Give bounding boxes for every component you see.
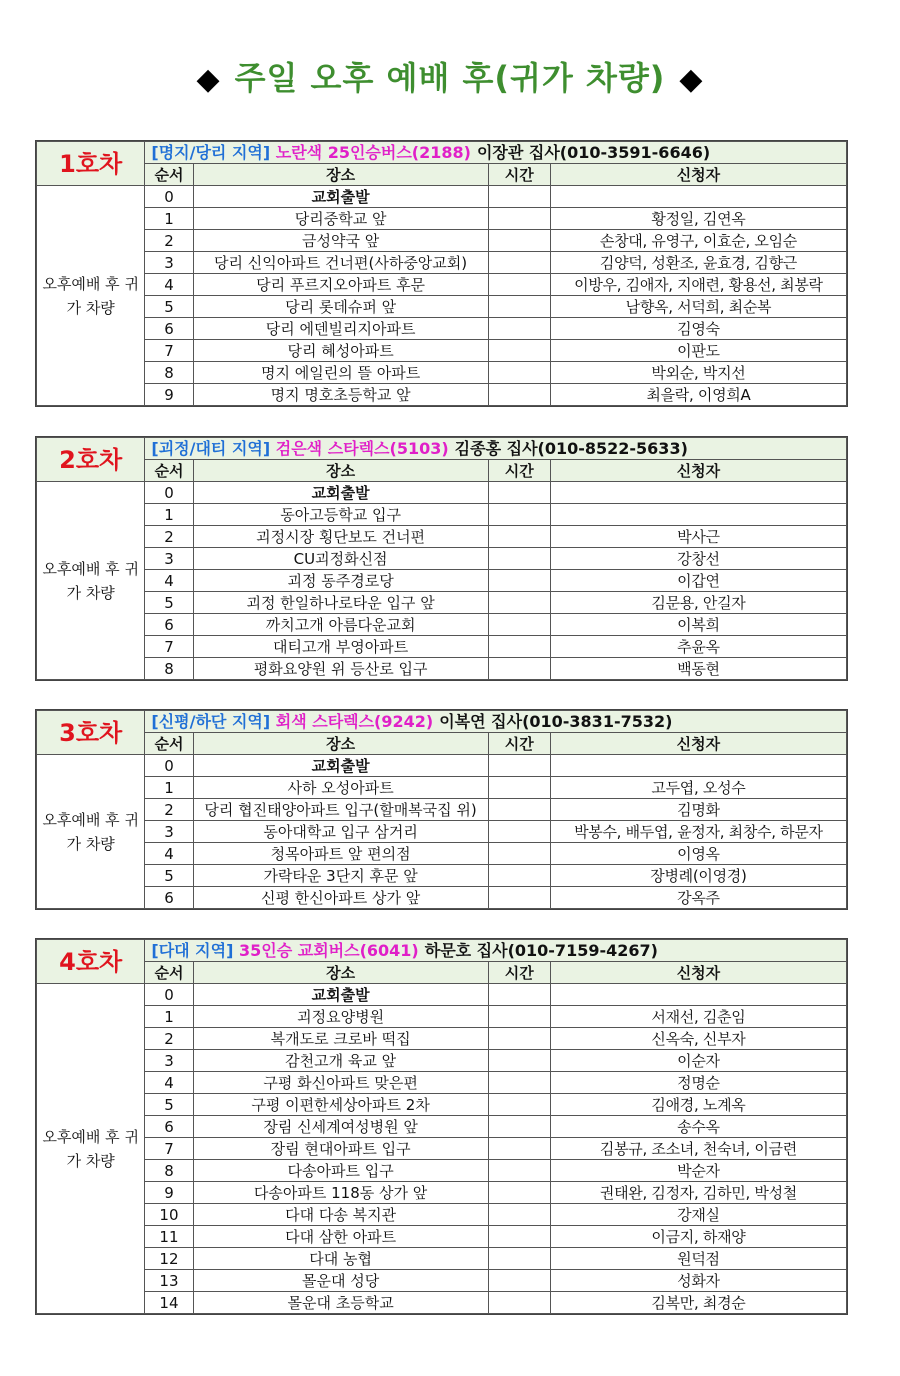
seq-cell: 12 [145, 1248, 193, 1270]
seq-cell: 4 [145, 274, 193, 296]
table-row [37, 570, 847, 592]
car-number: 3호차 [37, 711, 145, 755]
applicant-cell: 김봉규, 조소녀, 천숙녀, 이금련 [550, 1138, 846, 1160]
seq-cell: 2 [145, 1028, 193, 1050]
seq-cell: 2 [145, 526, 193, 548]
table-row [37, 340, 847, 362]
vehicle-header [145, 940, 847, 962]
vehicle-header [145, 711, 847, 733]
place-cell: 당리 에덴빌리지아파트 [193, 318, 488, 340]
bus-label: 회색 스타렉스(9242) [275, 711, 434, 731]
col-header-seq: 순서 [145, 460, 193, 482]
time-cell [488, 318, 550, 340]
seq-cell: 6 [145, 887, 193, 909]
applicant-cell: 박봉수, 배두엽, 윤정자, 최창수, 하문자 [550, 821, 846, 843]
table-row [37, 658, 847, 680]
place-cell: 까치고개 아름다운교회 [193, 614, 488, 636]
col-header-time: 시간 [488, 962, 550, 984]
car-number: 1호차 [37, 142, 145, 186]
place-cell: 교회출발 [193, 186, 488, 208]
table-row [37, 1050, 847, 1072]
table-row [37, 1028, 847, 1050]
table-row [37, 799, 847, 821]
place-cell: 괴정 한일하나로타운 입구 앞 [193, 592, 488, 614]
place-cell: 명지 에일린의 뜰 아파트 [193, 362, 488, 384]
time-cell [488, 1094, 550, 1116]
driver-label: 이복연 집사(010-3831-7532) [439, 711, 673, 731]
seq-cell: 0 [145, 482, 193, 504]
col-header-time: 시간 [488, 460, 550, 482]
applicant-cell: 김영숙 [550, 318, 846, 340]
time-cell [488, 1270, 550, 1292]
seq-cell: 2 [145, 230, 193, 252]
table-row [37, 1270, 847, 1292]
seq-cell: 7 [145, 1138, 193, 1160]
seq-cell: 8 [145, 1160, 193, 1182]
table-row [37, 274, 847, 296]
place-cell: 다송아파트 입구 [193, 1160, 488, 1182]
place-cell: 교회출발 [193, 984, 488, 1006]
time-cell [488, 252, 550, 274]
applicant-cell: 김복만, 최경순 [550, 1292, 846, 1314]
seq-cell: 5 [145, 592, 193, 614]
applicant-cell: 이금지, 하재양 [550, 1226, 846, 1248]
time-cell [488, 755, 550, 777]
place-cell: 금성약국 앞 [193, 230, 488, 252]
col-header-time: 시간 [488, 733, 550, 755]
seq-cell: 3 [145, 548, 193, 570]
col-header-time: 시간 [488, 164, 550, 186]
driver-label: 하문호 집사(010-7159-4267) [424, 940, 658, 960]
time-cell [488, 592, 550, 614]
vehicle-table [36, 939, 847, 1314]
table-row [37, 887, 847, 909]
seq-cell: 7 [145, 636, 193, 658]
vehicle-table [36, 141, 847, 406]
place-cell: 괴정시장 횡단보도 건너편 [193, 526, 488, 548]
seq-cell: 0 [145, 186, 193, 208]
car-number: 2호차 [37, 438, 145, 482]
region-label: [명지/당리 지역] [151, 142, 271, 162]
table-row [37, 362, 847, 384]
applicant-cell [550, 482, 846, 504]
table-row [37, 504, 847, 526]
seq-cell: 5 [145, 865, 193, 887]
place-cell: 청목아파트 앞 편의점 [193, 843, 488, 865]
car-number: 4호차 [37, 940, 145, 984]
place-cell: 장림 현대아파트 입구 [193, 1138, 488, 1160]
col-header-place: 장소 [193, 164, 488, 186]
seq-cell: 9 [145, 384, 193, 406]
time-cell [488, 887, 550, 909]
applicant-cell: 김문용, 안길자 [550, 592, 846, 614]
time-cell [488, 230, 550, 252]
time-cell [488, 362, 550, 384]
applicant-cell: 정명순 [550, 1072, 846, 1094]
group-label: 오후예배 후 귀가 차량 [37, 984, 145, 1314]
place-cell: 다송아파트 118동 상가 앞 [193, 1182, 488, 1204]
place-cell: 당리중학교 앞 [193, 208, 488, 230]
table-row [37, 1248, 847, 1270]
diamond-icon: ◆ [679, 62, 704, 97]
table-row [37, 1116, 847, 1138]
table-row [37, 1094, 847, 1116]
vehicle-block [35, 709, 848, 910]
place-cell: 당리 푸르지오아파트 후문 [193, 274, 488, 296]
seq-cell: 14 [145, 1292, 193, 1314]
time-cell [488, 636, 550, 658]
col-header-seq: 순서 [145, 962, 193, 984]
place-cell: 몰운대 성당 [193, 1270, 488, 1292]
place-cell: 다대 삼한 아파트 [193, 1226, 488, 1248]
col-header-seq: 순서 [145, 733, 193, 755]
place-cell: 교회출발 [193, 755, 488, 777]
table-row [37, 230, 847, 252]
applicant-cell: 황정일, 김연옥 [550, 208, 846, 230]
table-row [37, 821, 847, 843]
place-cell: 평화요양원 위 등산로 입구 [193, 658, 488, 680]
applicant-cell [550, 504, 846, 526]
time-cell [488, 658, 550, 680]
place-cell: 다대 다송 복지관 [193, 1204, 488, 1226]
applicant-cell: 김애경, 노계옥 [550, 1094, 846, 1116]
table-row [37, 526, 847, 548]
applicant-cell: 성화자 [550, 1270, 846, 1292]
place-cell: 당리 롯데슈퍼 앞 [193, 296, 488, 318]
time-cell [488, 1050, 550, 1072]
time-cell [488, 1248, 550, 1270]
seq-cell: 1 [145, 504, 193, 526]
applicant-cell: 김명화 [550, 799, 846, 821]
applicant-cell: 장병례(이영경) [550, 865, 846, 887]
applicant-cell: 손창대, 유영구, 이효순, 오임순 [550, 230, 846, 252]
place-cell: 다대 농협 [193, 1248, 488, 1270]
table-row [37, 755, 847, 777]
table-row [37, 1226, 847, 1248]
table-row [37, 592, 847, 614]
time-cell [488, 821, 550, 843]
applicant-cell: 권태완, 김정자, 김하민, 박성철 [550, 1182, 846, 1204]
seq-cell: 0 [145, 755, 193, 777]
time-cell [488, 865, 550, 887]
applicant-cell [550, 755, 846, 777]
time-cell [488, 1116, 550, 1138]
seq-cell: 7 [145, 340, 193, 362]
bus-label: 노란색 25인승버스(2188) [275, 142, 471, 162]
region-label: [다대 지역] [151, 940, 234, 960]
table-row [37, 1182, 847, 1204]
page-title-text: 주일 오후 예배 후(귀가 차량) [234, 59, 666, 97]
time-cell [488, 1292, 550, 1314]
seq-cell: 4 [145, 843, 193, 865]
seq-cell: 13 [145, 1270, 193, 1292]
time-cell [488, 1072, 550, 1094]
seq-cell: 4 [145, 570, 193, 592]
applicant-cell: 송수옥 [550, 1116, 846, 1138]
applicant-cell: 최을락, 이영희A [550, 384, 846, 406]
table-row [37, 318, 847, 340]
vehicle-header [145, 438, 847, 460]
seq-cell: 1 [145, 208, 193, 230]
vehicle-table [36, 437, 847, 680]
table-row [37, 636, 847, 658]
place-cell: CU괴정화신점 [193, 548, 488, 570]
place-cell: 당리 혜성아파트 [193, 340, 488, 362]
place-cell: 구평 화신아파트 맞은편 [193, 1072, 488, 1094]
time-cell [488, 274, 550, 296]
place-cell: 동아고등학교 입구 [193, 504, 488, 526]
seq-cell: 5 [145, 296, 193, 318]
place-cell: 사하 오성아파트 [193, 777, 488, 799]
region-label: [괴정/대티 지역] [151, 438, 271, 458]
group-label: 오후예배 후 귀가 차량 [37, 755, 145, 909]
seq-cell: 3 [145, 821, 193, 843]
time-cell [488, 984, 550, 1006]
vehicle-block [35, 140, 848, 407]
applicant-cell: 강옥주 [550, 887, 846, 909]
place-cell: 동아대학교 입구 삼거리 [193, 821, 488, 843]
seq-cell: 11 [145, 1226, 193, 1248]
col-header-applicant: 신청자 [550, 164, 846, 186]
driver-label: 김종홍 집사(010-8522-5633) [454, 438, 688, 458]
time-cell [488, 504, 550, 526]
place-cell: 몰운대 초등학교 [193, 1292, 488, 1314]
applicant-cell: 박외순, 박지선 [550, 362, 846, 384]
applicant-cell: 백동현 [550, 658, 846, 680]
place-cell: 괴정요양병원 [193, 1006, 488, 1028]
time-cell [488, 526, 550, 548]
table-row [37, 252, 847, 274]
place-cell: 괴정 동주경로당 [193, 570, 488, 592]
seq-cell: 6 [145, 318, 193, 340]
applicant-cell: 원덕점 [550, 1248, 846, 1270]
place-cell: 대티고개 부영아파트 [193, 636, 488, 658]
table-row [37, 865, 847, 887]
bus-label: 35인승 교회버스(6041) [239, 940, 419, 960]
place-cell: 장림 신세계여성병원 앞 [193, 1116, 488, 1138]
time-cell [488, 482, 550, 504]
applicant-cell [550, 984, 846, 1006]
seq-cell: 4 [145, 1072, 193, 1094]
table-row [37, 843, 847, 865]
applicant-cell [550, 186, 846, 208]
time-cell [488, 1182, 550, 1204]
place-cell: 당리 협진태양아파트 입구(할매복국집 위) [193, 799, 488, 821]
time-cell [488, 799, 550, 821]
applicant-cell: 신옥숙, 신부자 [550, 1028, 846, 1050]
region-label: [신평/하단 지역] [151, 711, 271, 731]
place-cell: 교회출발 [193, 482, 488, 504]
table-row [37, 384, 847, 406]
time-cell [488, 186, 550, 208]
place-cell: 구평 이편한세상아파트 2차 [193, 1094, 488, 1116]
table-row [37, 1072, 847, 1094]
vehicle-block [35, 938, 848, 1315]
applicant-cell: 박사근 [550, 526, 846, 548]
applicant-cell: 이갑연 [550, 570, 846, 592]
time-cell [488, 1006, 550, 1028]
place-cell: 신평 한신아파트 상가 앞 [193, 887, 488, 909]
applicant-cell: 고두엽, 오성수 [550, 777, 846, 799]
applicant-cell: 추윤옥 [550, 636, 846, 658]
group-label: 오후예배 후 귀가 차량 [37, 482, 145, 680]
table-row [37, 1204, 847, 1226]
vehicle-header [145, 142, 847, 164]
col-header-seq: 순서 [145, 164, 193, 186]
applicant-cell: 강창선 [550, 548, 846, 570]
place-cell: 당리 신익아파트 건너편(사하중앙교회) [193, 252, 488, 274]
time-cell [488, 1204, 550, 1226]
col-header-place: 장소 [193, 733, 488, 755]
applicant-cell: 이영옥 [550, 843, 846, 865]
applicant-cell: 박순자 [550, 1160, 846, 1182]
table-row [37, 984, 847, 1006]
table-row [37, 548, 847, 570]
table-row [37, 482, 847, 504]
time-cell [488, 570, 550, 592]
applicant-cell: 이방우, 김애자, 지애련, 황용선, 최봉락 [550, 274, 846, 296]
time-cell [488, 777, 550, 799]
time-cell [488, 1226, 550, 1248]
table-row [37, 296, 847, 318]
time-cell [488, 1160, 550, 1182]
time-cell [488, 340, 550, 362]
place-cell: 명지 명호초등학교 앞 [193, 384, 488, 406]
seq-cell: 5 [145, 1094, 193, 1116]
vehicle-table [36, 710, 847, 909]
seq-cell: 0 [145, 984, 193, 1006]
bus-label: 검은색 스타렉스(5103) [275, 438, 449, 458]
seq-cell: 3 [145, 252, 193, 274]
seq-cell: 1 [145, 1006, 193, 1028]
place-cell: 가락타운 3단지 후문 앞 [193, 865, 488, 887]
seq-cell: 1 [145, 777, 193, 799]
seq-cell: 8 [145, 658, 193, 680]
table-row [37, 1006, 847, 1028]
time-cell [488, 296, 550, 318]
seq-cell: 8 [145, 362, 193, 384]
applicant-cell: 남향옥, 서덕희, 최순복 [550, 296, 846, 318]
applicant-cell: 서재선, 김춘임 [550, 1006, 846, 1028]
vehicle-block [35, 436, 848, 681]
seq-cell: 2 [145, 799, 193, 821]
group-label: 오후예배 후 귀가 차량 [37, 186, 145, 406]
time-cell [488, 614, 550, 636]
seq-cell: 6 [145, 1116, 193, 1138]
page-title [0, 54, 900, 104]
time-cell [488, 208, 550, 230]
table-row [37, 614, 847, 636]
time-cell [488, 548, 550, 570]
diamond-icon: ◆ [196, 62, 221, 97]
table-row [37, 1160, 847, 1182]
applicant-cell: 이판도 [550, 340, 846, 362]
time-cell [488, 384, 550, 406]
time-cell [488, 1028, 550, 1050]
driver-label: 이장관 집사(010-3591-6646) [476, 142, 711, 162]
seq-cell: 3 [145, 1050, 193, 1072]
applicant-cell: 이복희 [550, 614, 846, 636]
seq-cell: 6 [145, 614, 193, 636]
place-cell: 복개도로 크로바 떡집 [193, 1028, 488, 1050]
table-row [37, 1138, 847, 1160]
applicant-cell: 이순자 [550, 1050, 846, 1072]
time-cell [488, 1138, 550, 1160]
table-row [37, 777, 847, 799]
seq-cell: 9 [145, 1182, 193, 1204]
col-header-applicant: 신청자 [550, 962, 846, 984]
col-header-applicant: 신청자 [550, 733, 846, 755]
place-cell: 감천고개 육교 앞 [193, 1050, 488, 1072]
table-row [37, 186, 847, 208]
applicant-cell: 강재실 [550, 1204, 846, 1226]
time-cell [488, 843, 550, 865]
col-header-place: 장소 [193, 962, 488, 984]
col-header-applicant: 신청자 [550, 460, 846, 482]
table-row [37, 208, 847, 230]
col-header-place: 장소 [193, 460, 488, 482]
seq-cell: 10 [145, 1204, 193, 1226]
applicant-cell: 김양덕, 성환조, 윤효경, 김향근 [550, 252, 846, 274]
table-row [37, 1292, 847, 1314]
